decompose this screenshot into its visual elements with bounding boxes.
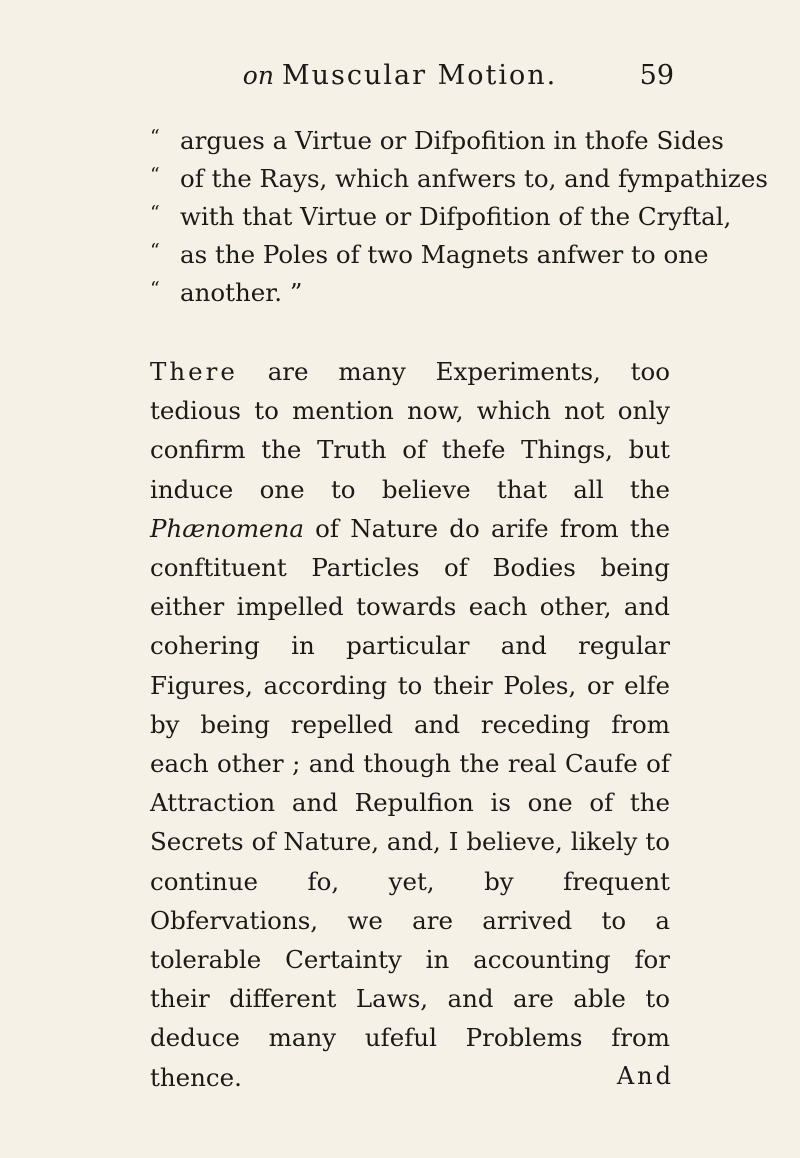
quote-line bbox=[150, 236, 709, 274]
quote-line bbox=[150, 274, 670, 312]
quote-line bbox=[150, 198, 732, 236]
quote-mark: “ bbox=[150, 278, 160, 300]
quotation-block bbox=[150, 122, 768, 312]
quote-mark: “ bbox=[150, 202, 160, 224]
quote-mark: “ bbox=[150, 164, 160, 186]
quote-line bbox=[150, 160, 768, 198]
paragraph-lead-word: There bbox=[150, 357, 238, 386]
quote-line-text: argues a Virtue or Difpofition in thofe Sides bbox=[180, 126, 724, 155]
quote-line-text: with that Virtue or Difpofition of the Cryftal, bbox=[180, 202, 732, 231]
quote-mark: “ bbox=[150, 240, 160, 262]
catchword: And bbox=[616, 1062, 674, 1090]
quote-line-text: as the Poles of two Magnets anfwer to one bbox=[180, 240, 709, 269]
page-header bbox=[150, 60, 674, 112]
paragraph-text-part1: are many Experiments, too tedious to mention now, which not only confirm the Truth of thefe Things, but induce one to believe that all the bbox=[150, 357, 670, 504]
quote-line-text: another. ” bbox=[180, 278, 303, 307]
running-title-text: Muscular Motion. bbox=[281, 60, 558, 91]
quote-line-text: of the Rays, which anfwers to, and fympathizes bbox=[180, 164, 768, 193]
body-paragraph bbox=[150, 352, 670, 1097]
quote-mark: “ bbox=[150, 126, 160, 148]
page-number: 59 bbox=[639, 60, 674, 91]
running-title bbox=[170, 60, 630, 91]
paragraph-text-part2: of Nature do arife from the conftituent Particles of Bodies being either impelled towards each other, and cohering in particular and regular Figures, according to their Poles, or elfe by being repelled and receding from each other ; and though the real Caufe of Attraction and Repulfion is one of the Secrets of Nature, and, I believe, likely to continue fo, yet, by frequent Obfervations, we are arrived to a tolerable Certainty in accounting for their different Laws, and are able to deduce many ufeful Problems from thence. bbox=[150, 513, 670, 1092]
running-title-prefix: on bbox=[242, 61, 274, 90]
quote-line bbox=[150, 122, 724, 160]
italic-term: Phænomena bbox=[150, 513, 304, 543]
